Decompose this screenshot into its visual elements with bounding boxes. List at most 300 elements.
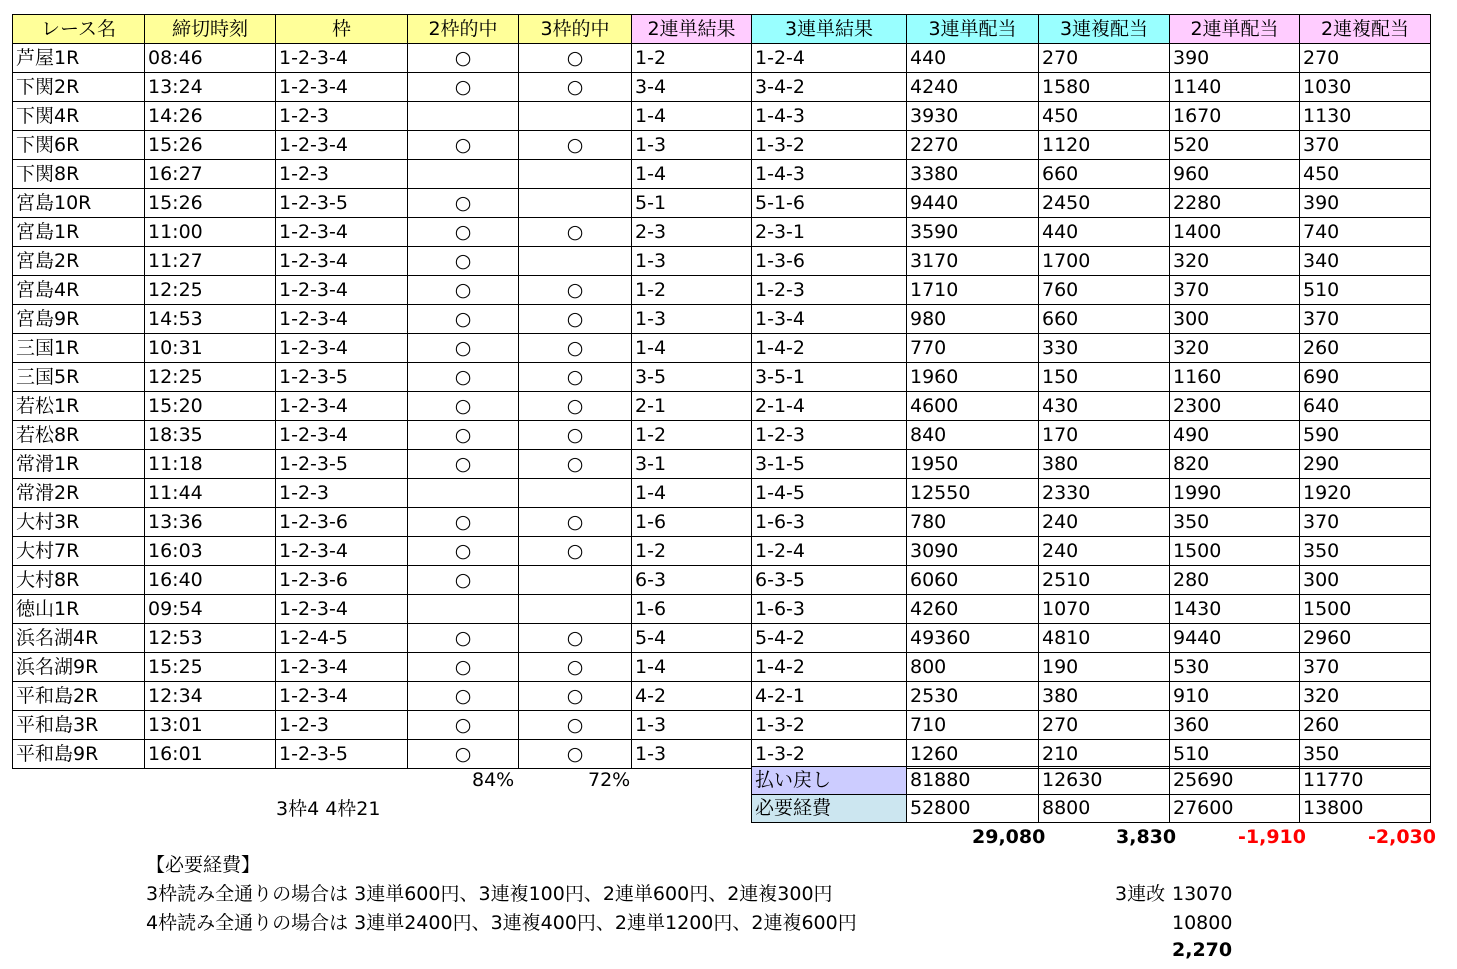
cell-quinella-payout[interactable]: 1500	[1300, 595, 1431, 624]
cell-trifecta[interactable]: 1-3-6	[752, 247, 907, 276]
cell-deadline[interactable]: 10:31	[145, 334, 276, 363]
cell-trio-payout[interactable]: 270	[1039, 711, 1170, 740]
cell-exacta[interactable]: 1-3	[632, 740, 752, 769]
cell-trifecta[interactable]: 1-4-2	[752, 653, 907, 682]
cell-trio-payout[interactable]: 210	[1039, 740, 1170, 769]
cell-exacta[interactable]: 1-6	[632, 508, 752, 537]
cell-deadline[interactable]: 12:53	[145, 624, 276, 653]
cell-deadline[interactable]: 13:36	[145, 508, 276, 537]
cell-hit2[interactable]	[408, 102, 519, 131]
cell-exacta-payout[interactable]: 300	[1170, 305, 1300, 334]
cell-trifecta-payout[interactable]: 3090	[907, 537, 1039, 566]
cell-trio-payout[interactable]: 190	[1039, 653, 1170, 682]
cell-trifecta-payout[interactable]: 3380	[907, 160, 1039, 189]
cell-race[interactable]: 芦屋1R	[13, 44, 145, 73]
cell-quinella-payout[interactable]: 740	[1300, 218, 1431, 247]
cell-trio-payout[interactable]: 240	[1039, 537, 1170, 566]
cost-trio[interactable]: 8800	[1039, 795, 1170, 823]
cell-hit3[interactable]: ○	[519, 624, 632, 653]
cell-exacta-payout[interactable]: 9440	[1170, 624, 1300, 653]
header-exacta-result[interactable]: 2連単結果	[632, 15, 752, 44]
cell-hit2[interactable]: ○	[408, 305, 519, 334]
cell-trifecta[interactable]: 1-3-2	[752, 740, 907, 769]
cell-quinella-payout[interactable]: 640	[1300, 392, 1431, 421]
cell-race[interactable]: 宮島10R	[13, 189, 145, 218]
cell-trifecta[interactable]: 1-4-3	[752, 102, 907, 131]
cell-trio-payout[interactable]: 1580	[1039, 73, 1170, 102]
cell-trifecta-payout[interactable]: 6060	[907, 566, 1039, 595]
cell-trio-payout[interactable]: 760	[1039, 276, 1170, 305]
cell-trifecta[interactable]: 5-4-2	[752, 624, 907, 653]
cell-trio-payout[interactable]: 660	[1039, 305, 1170, 334]
cell-exacta[interactable]: 1-2	[632, 44, 752, 73]
cell-trifecta-payout[interactable]: 3170	[907, 247, 1039, 276]
cell-deadline[interactable]: 11:00	[145, 218, 276, 247]
cell-exacta[interactable]: 3-5	[632, 363, 752, 392]
cell-frame[interactable]: 1-2-3	[276, 479, 408, 508]
payout-quinella[interactable]: 11770	[1300, 767, 1431, 795]
header-2frame-hit[interactable]: 2枠的中	[408, 15, 519, 44]
cell-hit2[interactable]	[408, 595, 519, 624]
header-trifecta-payout[interactable]: 3連単配当	[907, 15, 1039, 44]
cell-trifecta-payout[interactable]: 980	[907, 305, 1039, 334]
cell-trifecta[interactable]: 3-4-2	[752, 73, 907, 102]
cell-trifecta[interactable]: 1-6-3	[752, 595, 907, 624]
cell-trifecta[interactable]: 1-2-4	[752, 44, 907, 73]
cell-hit3[interactable]: ○	[519, 392, 632, 421]
cell-exacta[interactable]: 3-4	[632, 73, 752, 102]
cell-quinella-payout[interactable]: 340	[1300, 247, 1431, 276]
cell-trifecta-payout[interactable]: 2530	[907, 682, 1039, 711]
cell-frame[interactable]: 1-2-3-4	[276, 247, 408, 276]
cell-trio-payout[interactable]: 240	[1039, 508, 1170, 537]
cell-exacta-payout[interactable]: 320	[1170, 334, 1300, 363]
cell-deadline[interactable]: 16:40	[145, 566, 276, 595]
cell-trifecta-payout[interactable]: 1960	[907, 363, 1039, 392]
cell-trifecta[interactable]: 1-2-3	[752, 421, 907, 450]
cell-deadline[interactable]: 15:26	[145, 189, 276, 218]
cell-frame[interactable]: 1-2-3	[276, 102, 408, 131]
cell-quinella-payout[interactable]: 450	[1300, 160, 1431, 189]
cell-trifecta-payout[interactable]: 3930	[907, 102, 1039, 131]
cell-exacta[interactable]: 2-3	[632, 218, 752, 247]
cell-trio-payout[interactable]: 440	[1039, 218, 1170, 247]
cell-race[interactable]: 大村7R	[13, 537, 145, 566]
cell-deadline[interactable]: 11:18	[145, 450, 276, 479]
cell-exacta-payout[interactable]: 1670	[1170, 102, 1300, 131]
cell-frame[interactable]: 1-2-3-4	[276, 682, 408, 711]
cell-exacta[interactable]: 1-2	[632, 537, 752, 566]
cell-quinella-payout[interactable]: 370	[1300, 653, 1431, 682]
cell-quinella-payout[interactable]: 390	[1300, 189, 1431, 218]
cell-hit3[interactable]: ○	[519, 276, 632, 305]
cell-exacta[interactable]: 4-2	[632, 682, 752, 711]
cell-trifecta-payout[interactable]: 1260	[907, 740, 1039, 769]
cell-trio-payout[interactable]: 1700	[1039, 247, 1170, 276]
cell-hit3[interactable]: ○	[519, 450, 632, 479]
cell-race[interactable]: 大村3R	[13, 508, 145, 537]
cell-trifecta-payout[interactable]: 840	[907, 421, 1039, 450]
payout-label: 払い戻し	[752, 767, 907, 795]
cell-deadline[interactable]: 13:24	[145, 73, 276, 102]
cell-exacta[interactable]: 3-1	[632, 450, 752, 479]
cell-hit2[interactable]: ○	[408, 537, 519, 566]
cell-exacta[interactable]: 1-4	[632, 653, 752, 682]
cell-trifecta[interactable]: 3-1-5	[752, 450, 907, 479]
cell-hit3[interactable]: ○	[519, 711, 632, 740]
cell-trifecta-payout[interactable]: 1950	[907, 450, 1039, 479]
cell-trio-payout[interactable]: 2510	[1039, 566, 1170, 595]
cell-exacta-payout[interactable]: 490	[1170, 421, 1300, 450]
cell-quinella-payout[interactable]: 260	[1300, 711, 1431, 740]
cell-exacta-payout[interactable]: 1430	[1170, 595, 1300, 624]
cell-hit3[interactable]: ○	[519, 131, 632, 160]
cell-frame[interactable]: 1-2-3-6	[276, 566, 408, 595]
header-race[interactable]: レース名	[13, 15, 145, 44]
cell-deadline[interactable]: 12:25	[145, 363, 276, 392]
cell-frame[interactable]: 1-2-3-4	[276, 421, 408, 450]
cell-race[interactable]: 下関2R	[13, 73, 145, 102]
cell-hit2[interactable]: ○	[408, 450, 519, 479]
cell-deadline[interactable]: 14:26	[145, 102, 276, 131]
cost-trifecta[interactable]: 52800	[907, 795, 1039, 823]
cell-race[interactable]: 宮島1R	[13, 218, 145, 247]
cell-exacta[interactable]: 5-4	[632, 624, 752, 653]
payout-trifecta[interactable]: 81880	[907, 767, 1039, 795]
cell-exacta-payout[interactable]: 2300	[1170, 392, 1300, 421]
cell-frame[interactable]: 1-2-4-5	[276, 624, 408, 653]
cell-exacta[interactable]: 1-2	[632, 421, 752, 450]
cell-quinella-payout[interactable]: 1030	[1300, 73, 1431, 102]
cell-trio-payout[interactable]: 380	[1039, 450, 1170, 479]
cell-frame[interactable]: 1-2-3-5	[276, 189, 408, 218]
cell-deadline[interactable]: 16:01	[145, 740, 276, 769]
header-exacta-payout[interactable]: 2連単配当	[1170, 15, 1300, 44]
cell-exacta-payout[interactable]: 1500	[1170, 537, 1300, 566]
cell-deadline[interactable]: 13:01	[145, 711, 276, 740]
cell-hit2[interactable]: ○	[408, 247, 519, 276]
header-trio-payout[interactable]: 3連複配当	[1039, 15, 1170, 44]
cell-frame[interactable]: 1-2-3-4	[276, 131, 408, 160]
cell-hit2[interactable]: ○	[408, 421, 519, 450]
cell-hit3[interactable]	[519, 189, 632, 218]
cell-hit2[interactable]	[408, 160, 519, 189]
cell-quinella-payout[interactable]: 350	[1300, 537, 1431, 566]
cell-deadline[interactable]: 09:54	[145, 595, 276, 624]
cell-frame[interactable]: 1-2-3-4	[276, 305, 408, 334]
cell-trifecta[interactable]: 1-2-4	[752, 537, 907, 566]
cell-trifecta-payout[interactable]: 3590	[907, 218, 1039, 247]
cell-hit3[interactable]	[519, 247, 632, 276]
cell-race[interactable]: 若松1R	[13, 392, 145, 421]
cell-trio-payout[interactable]: 660	[1039, 160, 1170, 189]
cell-exacta-payout[interactable]: 910	[1170, 682, 1300, 711]
cell-trifecta-payout[interactable]: 710	[907, 711, 1039, 740]
cell-trifecta[interactable]: 2-3-1	[752, 218, 907, 247]
cell-race[interactable]: 下関8R	[13, 160, 145, 189]
cell-frame[interactable]: 1-2-3-4	[276, 44, 408, 73]
cell-trifecta-payout[interactable]: 12550	[907, 479, 1039, 508]
cell-trifecta-payout[interactable]: 770	[907, 334, 1039, 363]
cell-hit2[interactable]: ○	[408, 508, 519, 537]
cell-trio-payout[interactable]: 1120	[1039, 131, 1170, 160]
cell-trifecta[interactable]: 4-2-1	[752, 682, 907, 711]
cell-deadline[interactable]: 15:25	[145, 653, 276, 682]
header-frame[interactable]: 枠	[276, 15, 408, 44]
cell-hit3[interactable]	[519, 479, 632, 508]
cell-race[interactable]: 徳山1R	[13, 595, 145, 624]
cell-hit3[interactable]	[519, 102, 632, 131]
cell-frame[interactable]: 1-2-3-5	[276, 450, 408, 479]
cell-trio-payout[interactable]: 380	[1039, 682, 1170, 711]
cell-quinella-payout[interactable]: 690	[1300, 363, 1431, 392]
cell-exacta[interactable]: 5-1	[632, 189, 752, 218]
cell-hit3[interactable]: ○	[519, 73, 632, 102]
cell-hit2[interactable]	[408, 479, 519, 508]
cell-deadline[interactable]: 14:53	[145, 305, 276, 334]
cell-exacta-payout[interactable]: 510	[1170, 740, 1300, 769]
cell-trifecta-payout[interactable]: 4600	[907, 392, 1039, 421]
cell-hit3[interactable]: ○	[519, 682, 632, 711]
header-quinella-payout[interactable]: 2連複配当	[1300, 15, 1431, 44]
cell-quinella-payout[interactable]: 510	[1300, 276, 1431, 305]
cell-exacta-payout[interactable]: 520	[1170, 131, 1300, 160]
cell-race[interactable]: 浜名湖4R	[13, 624, 145, 653]
cell-quinella-payout[interactable]: 370	[1300, 305, 1431, 334]
cell-exacta[interactable]: 1-3	[632, 711, 752, 740]
cell-trifecta[interactable]: 5-1-6	[752, 189, 907, 218]
cell-exacta-payout[interactable]: 280	[1170, 566, 1300, 595]
cell-hit2[interactable]: ○	[408, 711, 519, 740]
cell-exacta-payout[interactable]: 370	[1170, 276, 1300, 305]
cell-trifecta[interactable]: 1-6-3	[752, 508, 907, 537]
cell-hit2[interactable]: ○	[408, 276, 519, 305]
cell-deadline[interactable]: 16:03	[145, 537, 276, 566]
table-row	[13, 479, 1431, 508]
cell-race[interactable]: 若松8R	[13, 421, 145, 450]
cell-deadline[interactable]: 15:20	[145, 392, 276, 421]
cell-hit3[interactable]: ○	[519, 508, 632, 537]
cell-trifecta-payout[interactable]: 800	[907, 653, 1039, 682]
cell-hit3[interactable]: ○	[519, 334, 632, 363]
cell-trifecta-payout[interactable]: 440	[907, 44, 1039, 73]
cell-quinella-payout[interactable]: 300	[1300, 566, 1431, 595]
summary-table	[751, 766, 1431, 823]
cell-exacta[interactable]: 1-4	[632, 479, 752, 508]
cell-exacta[interactable]: 1-3	[632, 305, 752, 334]
cell-exacta[interactable]: 1-2	[632, 276, 752, 305]
cell-trifecta[interactable]: 1-4-5	[752, 479, 907, 508]
cell-race[interactable]: 宮島4R	[13, 276, 145, 305]
cell-hit2[interactable]: ○	[408, 334, 519, 363]
cell-trifecta-payout[interactable]: 4260	[907, 595, 1039, 624]
cell-hit3[interactable]	[519, 160, 632, 189]
cell-exacta-payout[interactable]: 1990	[1170, 479, 1300, 508]
cell-exacta-payout[interactable]: 960	[1170, 160, 1300, 189]
cell-trifecta[interactable]: 3-5-1	[752, 363, 907, 392]
cell-quinella-payout[interactable]: 2960	[1300, 624, 1431, 653]
cell-deadline[interactable]: 15:26	[145, 131, 276, 160]
cell-exacta[interactable]: 1-3	[632, 247, 752, 276]
cell-frame[interactable]: 1-2-3-4	[276, 537, 408, 566]
cell-frame[interactable]: 1-2-3-4	[276, 595, 408, 624]
cell-exacta-payout[interactable]: 530	[1170, 653, 1300, 682]
cell-hit3[interactable]: ○	[519, 537, 632, 566]
cell-exacta-payout[interactable]: 1140	[1170, 73, 1300, 102]
cell-quinella-payout[interactable]: 1130	[1300, 102, 1431, 131]
cell-race[interactable]: 宮島9R	[13, 305, 145, 334]
cell-race[interactable]: 三国1R	[13, 334, 145, 363]
cell-exacta-payout[interactable]: 350	[1170, 508, 1300, 537]
cell-trio-payout[interactable]: 2330	[1039, 479, 1170, 508]
cell-deadline[interactable]: 16:27	[145, 160, 276, 189]
cost-quinella[interactable]: 13800	[1300, 795, 1431, 823]
cell-hit2[interactable]: ○	[408, 624, 519, 653]
cell-deadline[interactable]: 18:35	[145, 421, 276, 450]
cell-trifecta[interactable]: 1-3-4	[752, 305, 907, 334]
cell-frame[interactable]: 1-2-3-5	[276, 740, 408, 769]
cell-deadline[interactable]: 08:46	[145, 44, 276, 73]
cell-trifecta[interactable]: 1-4-2	[752, 334, 907, 363]
payout-exacta[interactable]: 25690	[1170, 767, 1300, 795]
cell-frame[interactable]: 1-2-3-4	[276, 276, 408, 305]
cell-frame[interactable]: 1-2-3-4	[276, 334, 408, 363]
table-row	[13, 682, 1431, 711]
cell-trifecta-payout[interactable]: 1710	[907, 276, 1039, 305]
cell-trifecta[interactable]: 6-3-5	[752, 566, 907, 595]
cell-quinella-payout[interactable]: 590	[1300, 421, 1431, 450]
cell-exacta[interactable]: 1-3	[632, 131, 752, 160]
cell-hit3[interactable]: ○	[519, 421, 632, 450]
cell-hit2[interactable]: ○	[408, 392, 519, 421]
cell-exacta-payout[interactable]: 390	[1170, 44, 1300, 73]
cell-race[interactable]: 下関6R	[13, 131, 145, 160]
cell-quinella-payout[interactable]: 320	[1300, 682, 1431, 711]
cell-trifecta-payout[interactable]: 4240	[907, 73, 1039, 102]
cost-exacta[interactable]: 27600	[1170, 795, 1300, 823]
cell-quinella-payout[interactable]: 290	[1300, 450, 1431, 479]
cell-hit3[interactable]: ○	[519, 653, 632, 682]
cell-frame[interactable]: 1-2-3	[276, 160, 408, 189]
cell-trifecta[interactable]: 1-4-3	[752, 160, 907, 189]
cell-exacta[interactable]: 1-4	[632, 102, 752, 131]
cell-exacta-payout[interactable]: 360	[1170, 711, 1300, 740]
cell-race[interactable]: 常滑1R	[13, 450, 145, 479]
cell-trifecta[interactable]: 2-1-4	[752, 392, 907, 421]
cell-race[interactable]: 平和島9R	[13, 740, 145, 769]
cell-trio-payout[interactable]: 450	[1039, 102, 1170, 131]
cell-hit2[interactable]: ○	[408, 44, 519, 73]
cell-deadline[interactable]: 12:25	[145, 276, 276, 305]
cell-hit2[interactable]: ○	[408, 73, 519, 102]
cell-hit3[interactable]: ○	[519, 44, 632, 73]
cell-race[interactable]: 常滑2R	[13, 479, 145, 508]
cell-hit3[interactable]: ○	[519, 218, 632, 247]
cell-quinella-payout[interactable]: 1920	[1300, 479, 1431, 508]
cell-hit3[interactable]	[519, 595, 632, 624]
cell-trifecta-payout[interactable]: 9440	[907, 189, 1039, 218]
cell-hit3[interactable]: ○	[519, 740, 632, 769]
cell-frame[interactable]: 1-2-3-6	[276, 508, 408, 537]
cell-trio-payout[interactable]: 150	[1039, 363, 1170, 392]
cell-race[interactable]: 下関4R	[13, 102, 145, 131]
cell-hit2[interactable]: ○	[408, 566, 519, 595]
cell-trifecta[interactable]: 1-3-2	[752, 711, 907, 740]
cell-trifecta-payout[interactable]: 2270	[907, 131, 1039, 160]
cell-trifecta-payout[interactable]: 49360	[907, 624, 1039, 653]
cell-exacta[interactable]: 1-4	[632, 334, 752, 363]
cell-trifecta[interactable]: 1-2-3	[752, 276, 907, 305]
cell-hit2[interactable]: ○	[408, 653, 519, 682]
payout-trio[interactable]: 12630	[1039, 767, 1170, 795]
cell-hit3[interactable]	[519, 566, 632, 595]
cell-trio-payout[interactable]: 4810	[1039, 624, 1170, 653]
cell-hit2[interactable]: ○	[408, 189, 519, 218]
cell-frame[interactable]: 1-2-3-4	[276, 73, 408, 102]
cell-frame[interactable]: 1-2-3-4	[276, 218, 408, 247]
cell-race[interactable]: 平和島3R	[13, 711, 145, 740]
cell-exacta-payout[interactable]: 820	[1170, 450, 1300, 479]
cell-race[interactable]: 宮島2R	[13, 247, 145, 276]
cell-race[interactable]: 浜名湖9R	[13, 653, 145, 682]
table-row	[13, 160, 1431, 189]
cell-race[interactable]: 三国5R	[13, 363, 145, 392]
cell-trio-payout[interactable]: 2450	[1039, 189, 1170, 218]
cell-exacta[interactable]: 1-4	[632, 160, 752, 189]
cell-quinella-payout[interactable]: 270	[1300, 44, 1431, 73]
cell-hit3[interactable]: ○	[519, 363, 632, 392]
cell-quinella-payout[interactable]: 370	[1300, 508, 1431, 537]
cell-trio-payout[interactable]: 1070	[1039, 595, 1170, 624]
cell-quinella-payout[interactable]: 370	[1300, 131, 1431, 160]
cell-quinella-payout[interactable]: 260	[1300, 334, 1431, 363]
cell-exacta[interactable]: 1-6	[632, 595, 752, 624]
cell-frame[interactable]: 1-2-3-5	[276, 363, 408, 392]
cell-exacta-payout[interactable]: 1160	[1170, 363, 1300, 392]
cell-frame[interactable]: 1-2-3-4	[276, 392, 408, 421]
cell-trio-payout[interactable]: 170	[1039, 421, 1170, 450]
cell-deadline[interactable]: 11:27	[145, 247, 276, 276]
cell-deadline[interactable]: 11:44	[145, 479, 276, 508]
cell-exacta[interactable]: 2-1	[632, 392, 752, 421]
cell-deadline[interactable]: 12:34	[145, 682, 276, 711]
cell-frame[interactable]: 1-2-3-4	[276, 653, 408, 682]
cell-exacta-payout[interactable]: 2280	[1170, 189, 1300, 218]
header-trifecta-result[interactable]: 3連単結果	[752, 15, 907, 44]
cell-quinella-payout[interactable]: 350	[1300, 740, 1431, 769]
cell-exacta-payout[interactable]: 1400	[1170, 218, 1300, 247]
cell-trifecta[interactable]: 1-3-2	[752, 131, 907, 160]
cell-frame[interactable]: 1-2-3	[276, 711, 408, 740]
cell-exacta[interactable]: 6-3	[632, 566, 752, 595]
cell-hit2[interactable]: ○	[408, 740, 519, 769]
cell-hit3[interactable]: ○	[519, 305, 632, 334]
cell-exacta-payout[interactable]: 320	[1170, 247, 1300, 276]
cell-hit2[interactable]: ○	[408, 363, 519, 392]
header-3frame-hit[interactable]: 3枠的中	[519, 15, 632, 44]
cell-hit2[interactable]: ○	[408, 131, 519, 160]
cost-row	[752, 795, 1431, 823]
cell-hit2[interactable]: ○	[408, 682, 519, 711]
cell-trifecta-payout[interactable]: 780	[907, 508, 1039, 537]
cell-trio-payout[interactable]: 430	[1039, 392, 1170, 421]
cell-race[interactable]: 大村8R	[13, 566, 145, 595]
cell-trio-payout[interactable]: 330	[1039, 334, 1170, 363]
header-deadline[interactable]: 締切時刻	[145, 15, 276, 44]
cell-hit2[interactable]: ○	[408, 218, 519, 247]
cell-trio-payout[interactable]: 270	[1039, 44, 1170, 73]
cell-race[interactable]: 平和島2R	[13, 682, 145, 711]
